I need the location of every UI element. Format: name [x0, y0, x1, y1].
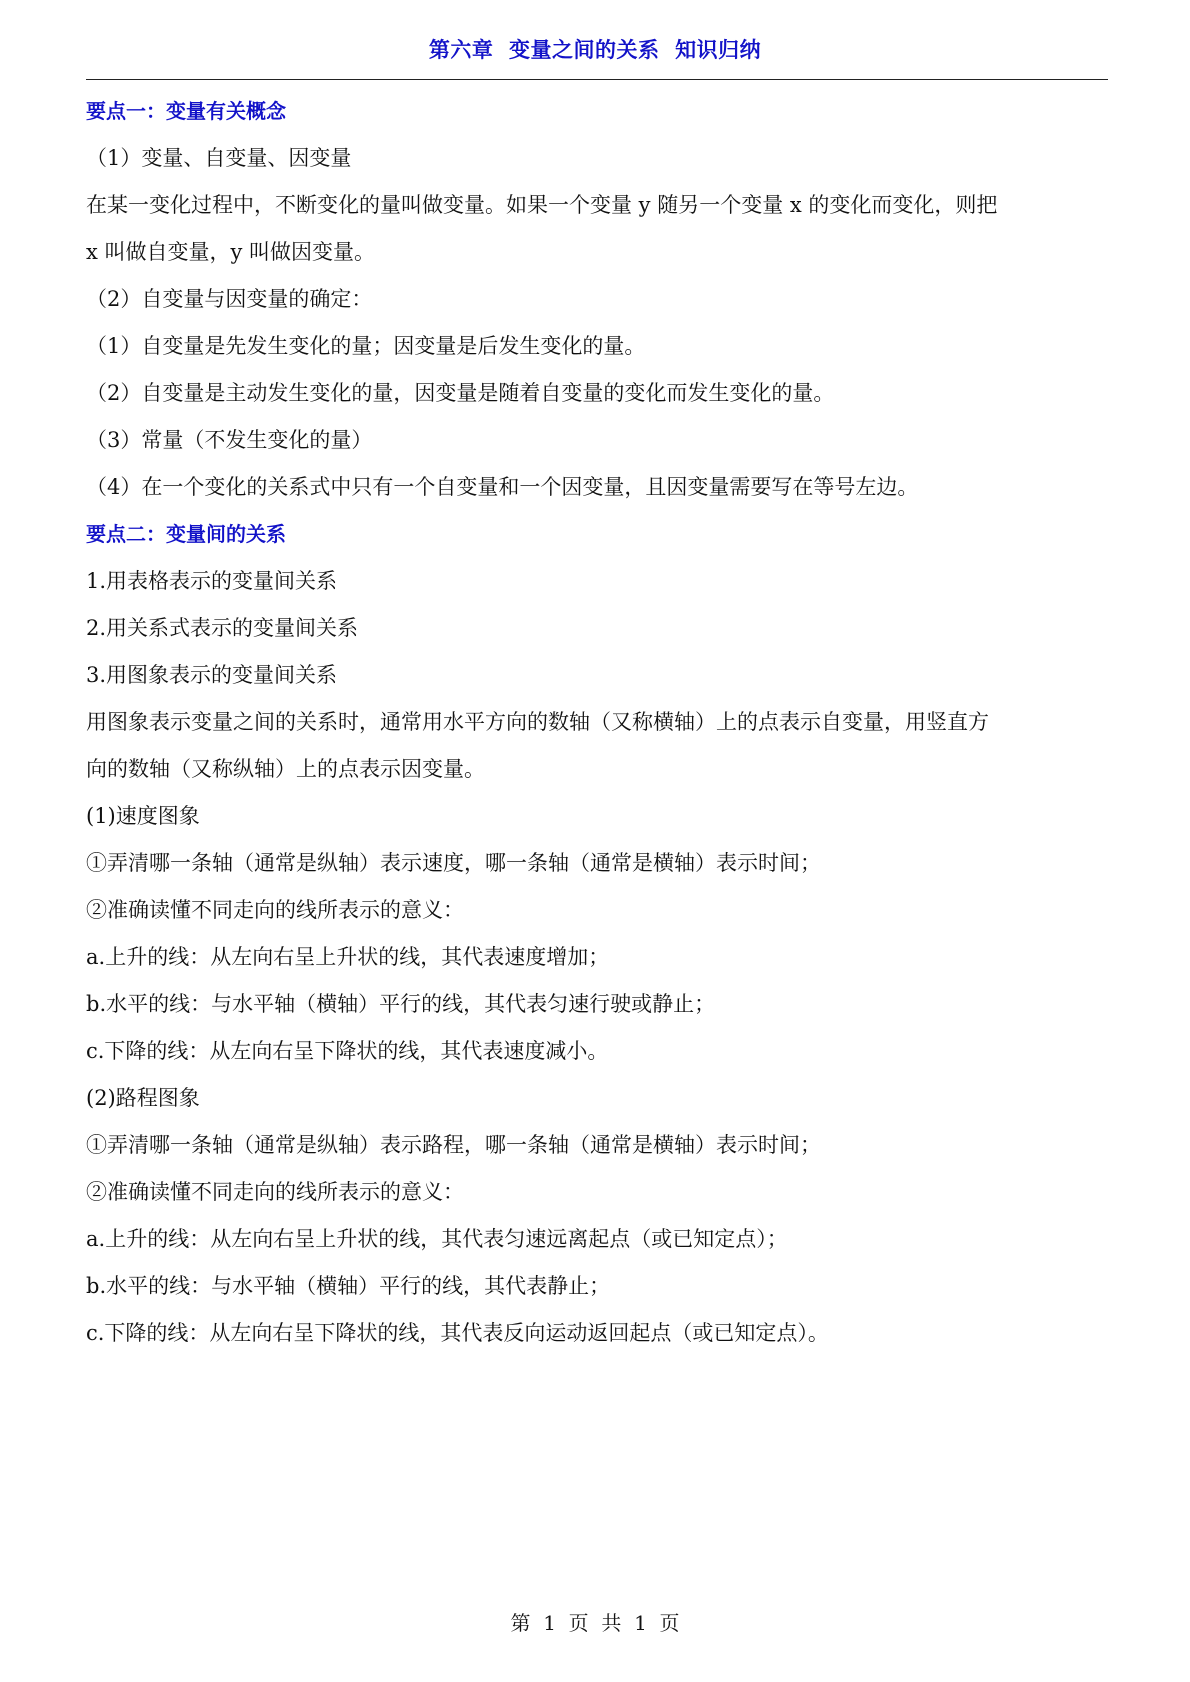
section-2-line: 2.用关系式表示的变量间关系 — [86, 616, 359, 640]
section-2-line: a.上升的线：从左向右呈上升状的线，其代表匀速远离起点（或已知定点）； — [86, 1227, 788, 1251]
section-2-line: b.水平的线：与水平轴（横轴）平行的线，其代表静止； — [86, 1274, 611, 1298]
section-1-line: （1）自变量是先发生变化的量；因变量是后发生变化的量。 — [86, 334, 646, 358]
section-2-heading: 要点二：变量间的关系 — [86, 522, 286, 546]
section-2-line: 向的数轴（又称纵轴）上的点表示因变量。 — [86, 757, 485, 781]
section-2-line: c.下降的线：从左向右呈下降状的线，其代表反向运动返回起点（或已知定点）。 — [86, 1321, 829, 1345]
section-2-line: ②准确读懂不同走向的线所表示的意义： — [86, 898, 464, 922]
section-1-line: （3）常量（不发生变化的量） — [86, 428, 373, 452]
title-divider — [86, 79, 1108, 80]
section-2-line: ②准确读懂不同走向的线所表示的意义： — [86, 1180, 464, 1204]
section-1-line: 在某一变化过程中，不断变化的量叫做变量。如果一个变量 y 随另一个变量 x 的变化而变化，则把 — [86, 193, 998, 217]
section-1-line: （4）在一个变化的关系式中只有一个自变量和一个因变量，且因变量需要写在等号左边。 — [86, 475, 919, 499]
page-number: 第 1 页 共 1 页 — [510, 1611, 680, 1635]
section-1-line: x 叫做自变量，y 叫做因变量。 — [86, 240, 376, 264]
document-body — [86, 88, 1110, 1357]
section-2-line: (1)速度图象 — [86, 804, 200, 828]
section-2-line: 1.用表格表示的变量间关系 — [86, 569, 338, 593]
section-2-line: (2)路程图象 — [86, 1086, 200, 1110]
section-1-line: （2）自变量与因变量的确定： — [86, 287, 373, 311]
section-2-line: b.水平的线：与水平轴（横轴）平行的线，其代表匀速行驶或静止； — [86, 992, 716, 1016]
section-2-line: ①弄清哪一条轴（通常是纵轴）表示速度，哪一条轴（通常是横轴）表示时间； — [86, 851, 821, 875]
section-2-line: 3.用图象表示的变量间关系 — [86, 663, 338, 687]
section-1-line: （1）变量、自变量、因变量 — [86, 146, 352, 170]
section-2-line: c.下降的线：从左向右呈下降状的线，其代表速度减小。 — [86, 1039, 609, 1063]
page-title: 第六章 变量之间的关系 知识归纳 — [428, 38, 762, 62]
section-2-line: ①弄清哪一条轴（通常是纵轴）表示路程，哪一条轴（通常是横轴）表示时间； — [86, 1133, 821, 1157]
section-2-line: 用图象表示变量之间的关系时，通常用水平方向的数轴（又称横轴）上的点表示自变量，用竖直方 — [86, 710, 989, 734]
section-1-line: （2）自变量是主动发生变化的量，因变量是随着自变量的变化而发生变化的量。 — [86, 381, 835, 405]
section-2-line: a.上升的线：从左向右呈上升状的线，其代表速度增加； — [86, 945, 610, 969]
section-1-heading: 要点一：变量有关概念 — [86, 99, 286, 123]
